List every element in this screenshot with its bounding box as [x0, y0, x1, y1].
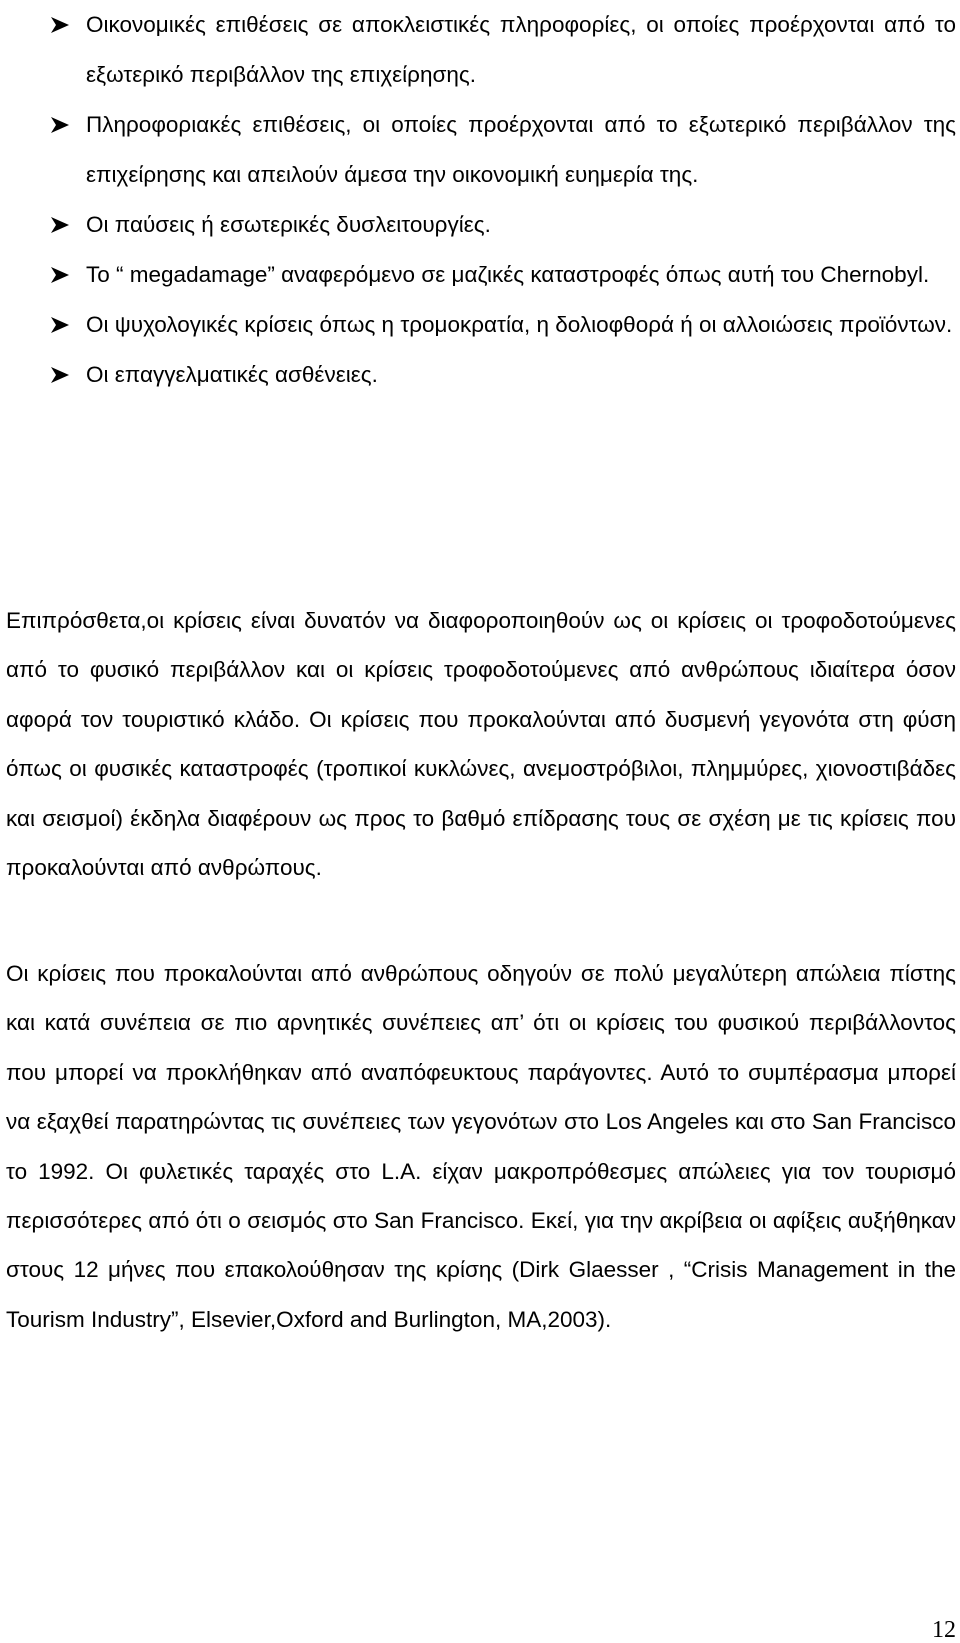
bullet-text: Το “ megadamage” αναφερόμενο σε μαζικές καταστροφές όπως αυτή του Chernobyl.	[86, 262, 930, 287]
bullet-text: Οι ψυχολογικές κρίσεις όπως η τρομοκρατία, η δολιοφθορά ή οι αλλοιώσεις προϊόντων.	[86, 312, 953, 337]
bullet-text: Οι επαγγελματικές ασθένειες.	[86, 362, 378, 387]
arrowhead-bullet-icon	[50, 215, 70, 235]
bullet-text: Πληροφοριακές επιθέσεις, οι οποίες προέρχονται από το εξωτερικό περιβάλλον της επιχείρησης και απειλούν άμεσα την οικονομική ευημερία της.	[86, 112, 956, 187]
bullet-list	[48, 0, 956, 400]
list-item	[48, 0, 956, 100]
arrowhead-bullet-icon	[50, 315, 70, 335]
arrowhead-bullet-icon	[50, 15, 70, 35]
arrowhead-bullet-icon	[50, 265, 70, 285]
page-number: 12	[932, 1617, 956, 1643]
arrowhead-bullet-icon	[50, 115, 70, 135]
list-item	[48, 250, 956, 300]
bullet-text: Οι παύσεις ή εσωτερικές δυσλειτουργίες.	[86, 212, 491, 237]
list-item	[48, 200, 956, 250]
body-paragraph: Επιπρόσθετα,οι κρίσεις είναι δυνατόν να διαφοροποιηθούν ως οι κρίσεις οι τροφοδοτούμενες από το φυσικό περιβάλλον και οι κρίσεις τροφοδοτούμενες από ανθρώπους ιδιαίτερα όσον αφορά τον τουριστικό κλάδο. Οι κρίσεις που προκαλούνται από δυσμενή γεγονότα στη φύση όπως οι φυσικές καταστροφές (τροπικοί κυκλώνες, ανεμοστρόβιλοι, πλημμύρες, χιονοστιβάδες και σεισμοί) έκδηλα διαφέρουν ως προς το βαθμό επίδρασης τους σε σχέση με τις κρίσεις που προκαλούνται από ανθρώπους.	[6, 608, 956, 881]
list-item	[48, 100, 956, 200]
list-item	[48, 350, 956, 400]
body-paragraph: Οι κρίσεις που προκαλούνται από ανθρώπους οδηγούν σε πολύ μεγαλύτερη απώλεια πίστης και κατά συνέπεια σε πιο αρνητικές συνέπειες απ’ ότι οι κρίσεις του φυσικού περιβάλλοντος που μπορεί να προκλήθηκαν από αναπόφευκτους παράγοντες. Αυτό το συμπέρασμα μπορεί να εξαχθεί παρατηρώντας τις συνέπειες των γεγονότων στο Los Angeles και στο San Francisco το 1992. Οι φυλετικές ταραχές στο L.A. είχαν μακροπρόθεσμες απώλειες για τον τουρισμό περισσότερες από ότι ο σεισμός στο San Francisco. Εκεί, για την ακρίβεια οι αφίξεις αυξήθηκαν στους 12 μήνες που επακολούθησαν της κρίσης (Dirk Glaesser , “Crisis Management in the Tourism Industry”, Elsevier,Oxford and Burlington, MA,2003).	[6, 961, 956, 1332]
arrowhead-bullet-icon	[50, 365, 70, 385]
bullet-text: Οικονομικές επιθέσεις σε αποκλειστικές πληροφορίες, οι οποίες προέρχονται από το εξωτερικό περιβάλλον της επιχείρησης.	[86, 12, 956, 87]
list-item	[48, 300, 956, 350]
